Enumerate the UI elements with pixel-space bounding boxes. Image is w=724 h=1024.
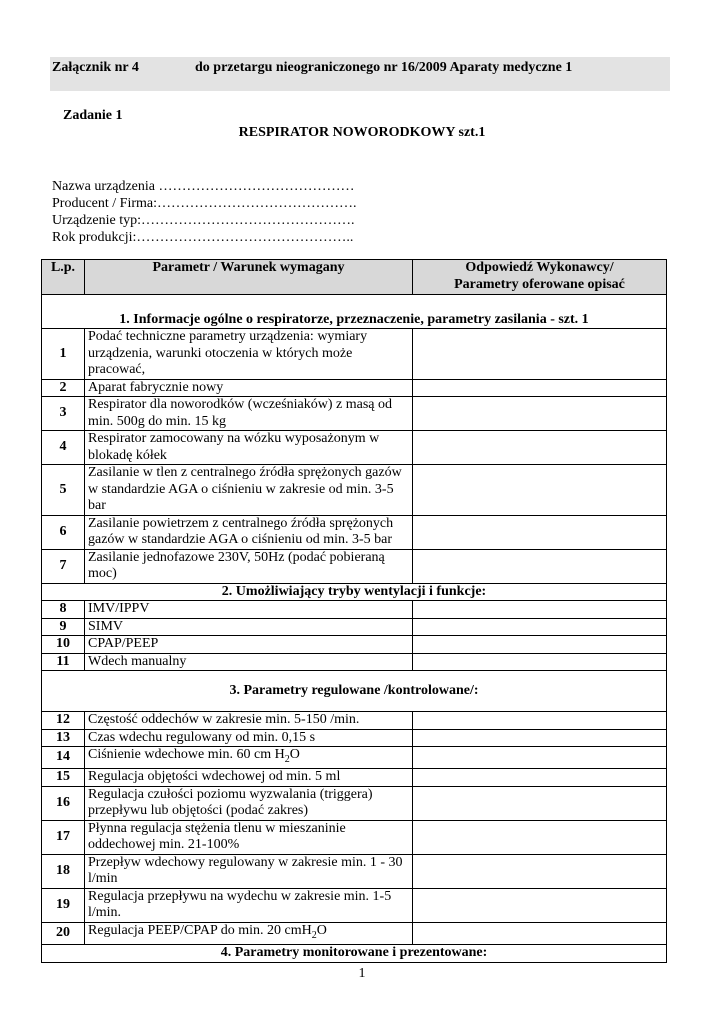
response-cell[interactable]	[413, 888, 667, 922]
table-row	[42, 618, 667, 636]
row-param: CPAP/PEEP	[85, 636, 413, 654]
table-row	[42, 729, 667, 747]
table-row	[42, 515, 667, 549]
table-row	[42, 397, 667, 431]
row-param	[85, 747, 413, 769]
info-production-year: Rok produkcji:………………………………………..	[52, 230, 354, 245]
response-cell[interactable]	[413, 712, 667, 730]
row-number: 1	[42, 329, 85, 380]
section-row	[42, 945, 667, 963]
section-row	[42, 295, 667, 329]
response-cell[interactable]	[413, 854, 667, 888]
table-row	[42, 431, 667, 465]
response-cell[interactable]	[413, 397, 667, 431]
row-param	[85, 922, 413, 944]
row-param: Regulacja przepływu na wydechu w zakresie min. 1-5 l/min.	[85, 888, 413, 922]
row-number: 10	[42, 636, 85, 654]
document-header	[50, 57, 670, 91]
table-row	[42, 653, 667, 671]
col-lp: L.p.	[42, 260, 85, 295]
response-cell[interactable]	[413, 515, 667, 549]
response-cell[interactable]	[413, 786, 667, 820]
row-number: 17	[42, 820, 85, 854]
row-param-sub: 2	[311, 929, 317, 941]
row-param: Respirator dla noworodków (wcześniaków) z masą od min. 500g do min. 15 kg	[85, 397, 413, 431]
table-row	[42, 922, 667, 944]
row-number: 6	[42, 515, 85, 549]
row-param: Regulacja czułości poziomu wyzwalania (triggera) przepływu lub objętości (podać zakres)	[85, 786, 413, 820]
col-response-line1: Odpowiedź Wykonawcy/	[465, 260, 614, 275]
row-number: 11	[42, 653, 85, 671]
col-response-line2: Parametry oferowane opisać	[454, 276, 625, 292]
row-param: IMV/IPPV	[85, 601, 413, 619]
response-cell[interactable]	[413, 769, 667, 787]
row-number: 3	[42, 397, 85, 431]
table-row	[42, 379, 667, 397]
table-row	[42, 888, 667, 922]
row-param-sub: 2	[284, 753, 290, 765]
tender-label: do przetargu nieograniczonego nr 16/2009 Aparaty medyczne 1	[195, 60, 573, 75]
table-row	[42, 549, 667, 583]
row-number: 19	[42, 888, 85, 922]
response-cell[interactable]	[413, 431, 667, 465]
row-number: 4	[42, 431, 85, 465]
table-row	[42, 636, 667, 654]
response-cell[interactable]	[413, 653, 667, 671]
table-row	[42, 786, 667, 820]
row-param: Aparat fabrycznie nowy	[85, 379, 413, 397]
row-param: Respirator zamocowany na wózku wyposażonym w blokadę kółek	[85, 431, 413, 465]
col-response	[413, 260, 667, 295]
section-4-title: 4. Parametry monitorowane i prezentowane:	[42, 945, 667, 963]
table-row	[42, 769, 667, 787]
response-cell[interactable]	[413, 747, 667, 769]
page-number: 1	[358, 966, 366, 981]
row-param-text2: O	[289, 747, 300, 762]
row-number: 7	[42, 549, 85, 583]
table-row	[42, 712, 667, 730]
info-producer: Producent / Firma:…………………………………….	[52, 196, 357, 211]
task-label: Zadanie 1	[63, 108, 123, 123]
response-cell[interactable]	[413, 618, 667, 636]
row-param: Czas wdechu regulowany od min. 0,15 s	[85, 729, 413, 747]
row-param: Zasilanie jednofazowe 230V, 50Hz (podać pobieraną moc)	[85, 549, 413, 583]
document-title: RESPIRATOR NOWORODKOWY szt.1	[238, 125, 486, 140]
row-param-text2: O	[316, 922, 327, 938]
row-number: 15	[42, 769, 85, 787]
section-row	[42, 583, 667, 601]
response-cell[interactable]	[413, 922, 667, 944]
table-header-row	[42, 260, 667, 295]
table-row	[42, 465, 667, 516]
col-param: Parametr / Warunek wymagany	[85, 260, 413, 295]
row-param: Zasilanie powietrzem z centralnego źródła sprężonych gazów w standardzie AGA o ciśnieniu od min. 3-5 bar	[85, 515, 413, 549]
response-cell[interactable]	[413, 729, 667, 747]
response-cell[interactable]	[413, 549, 667, 583]
row-number: 8	[42, 601, 85, 619]
row-param: Regulacja objętości wdechowej od min. 5 ml	[85, 769, 413, 787]
response-cell[interactable]	[413, 329, 667, 380]
row-number: 18	[42, 854, 85, 888]
row-param: Podać techniczne parametry urządzenia: wymiary urządzenia, warunki otoczenia w których może pracować,	[85, 329, 413, 380]
section-row	[42, 671, 667, 712]
info-device-name: Nazwa urządzenia ……………………………………	[52, 179, 355, 194]
row-param-text: Regulacja PEEP/CPAP do min. 20 cmH	[88, 922, 312, 938]
row-number: 14	[42, 747, 85, 769]
row-number: 5	[42, 465, 85, 516]
row-number: 13	[42, 729, 85, 747]
table-row	[42, 747, 667, 769]
requirements-table	[41, 259, 667, 963]
row-number: 12	[42, 712, 85, 730]
row-number: 20	[42, 922, 85, 944]
row-number: 9	[42, 618, 85, 636]
section-2-title: 2. Umożliwiający tryby wentylacji i funkcje:	[42, 583, 667, 601]
response-cell[interactable]	[413, 601, 667, 619]
section-1-title: 1. Informacje ogólne o respiratorze, przeznaczenie, parametry zasilania - szt. 1	[42, 295, 667, 329]
row-param: Płynna regulacja stężenia tlenu w mieszaninie oddechowej min. 21-100%	[85, 820, 413, 854]
section-3-title: 3. Parametry regulowane /kontrolowane/:	[42, 671, 667, 712]
row-number: 16	[42, 786, 85, 820]
response-cell[interactable]	[413, 820, 667, 854]
response-cell[interactable]	[413, 465, 667, 516]
attachment-label: Załącznik nr 4	[52, 60, 139, 75]
row-param: Wdech manualny	[85, 653, 413, 671]
row-param: Częstość oddechów w zakresie min. 5-150 /min.	[85, 712, 413, 730]
table-row	[42, 820, 667, 854]
row-param-text: Ciśnienie wdechowe min. 60 cm H	[88, 747, 285, 762]
row-number: 2	[42, 379, 85, 397]
response-cell[interactable]	[413, 379, 667, 397]
table-row	[42, 329, 667, 380]
info-device-type: Urządzenie typ:……………………………………….	[52, 213, 355, 228]
row-param: Zasilanie w tlen z centralnego źródła sprężonych gazów w standardzie AGA o ciśnieniu w zakresie od min. 3-5 bar	[85, 465, 413, 516]
row-param: Przepływ wdechowy regulowany w zakresie min. 1 - 30 l/min	[85, 854, 413, 888]
row-param: SIMV	[85, 618, 413, 636]
response-cell[interactable]	[413, 636, 667, 654]
table-row	[42, 854, 667, 888]
table-row	[42, 601, 667, 619]
